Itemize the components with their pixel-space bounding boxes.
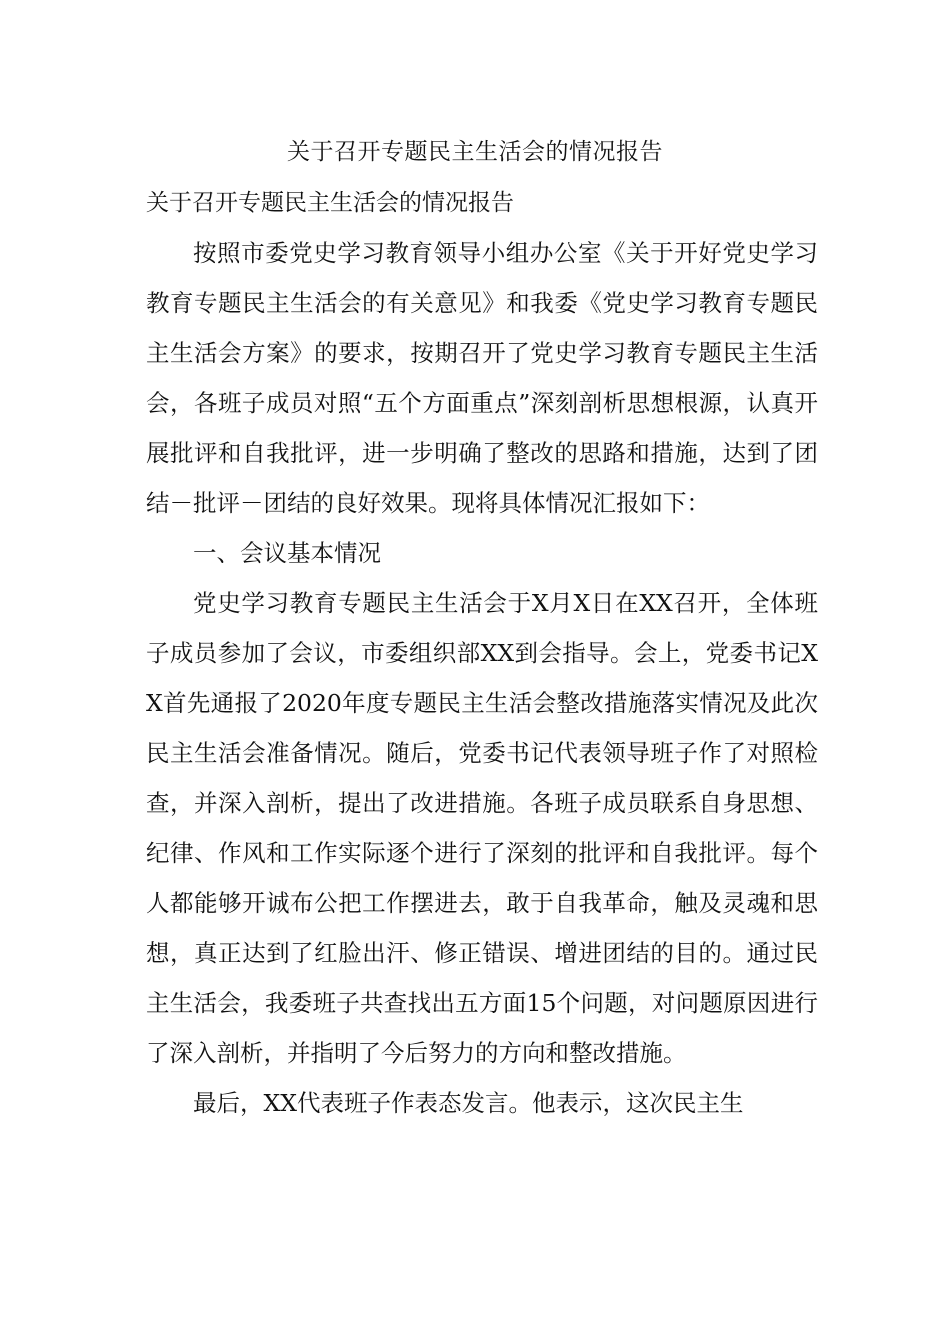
document-subtitle: 关于召开专题民主生活会的情况报告 (146, 190, 514, 216)
paragraph-intro: 按照市委党史学习教育领导小组办公室《关于开好党史学习教育专题民主生活会的有关意见》和我委《党史学习教育专题民主生活会方案》的要求，按期召开了党史学习教育专题民主生活会，各班子成员对照“五个方面重点”深刻剖析思想根源，认真开展批评和自我批评，进一步明确了整改的思路和措施，达到了团结－批评－团结的良好效果。现将具体情况汇报如下： (146, 239, 818, 517)
paragraph-closing: 最后，XX代表班子作表态发言。他表示，这次民主生 (193, 1089, 744, 1117)
document-body (146, 183, 818, 1128)
paragraph-meeting-details: 党史学习教育专题民主生活会于X月X日在XX召开，全体班子成员参加了会议，市委组织部XX到会指导。会上，党委书记XX首先通报了2020年度专题民主生活会整改措施落实情况及此次民主生活会准备情况。随后，党委书记代表领导班子作了对照检查，并深入剖析，提出了改进措施。各班子成员联系自身思想、纪律、作风和工作实际逐个进行了深刻的批评和自我批评。每个人都能够开诚布公把工作摆进去，敢于自我革命，触及灵魂和思想，真正达到了红脸出汗、修正错误、增进团结的目的。通过民主生活会，我委班子共查找出五方面15个问题，对问题原因进行了深入剖析，并指明了今后努力的方向和整改措施。 (146, 589, 818, 1067)
document-title: 关于召开专题民主生活会的情况报告 (287, 139, 663, 165)
section-heading: 一、会议基本情况 (193, 539, 381, 567)
